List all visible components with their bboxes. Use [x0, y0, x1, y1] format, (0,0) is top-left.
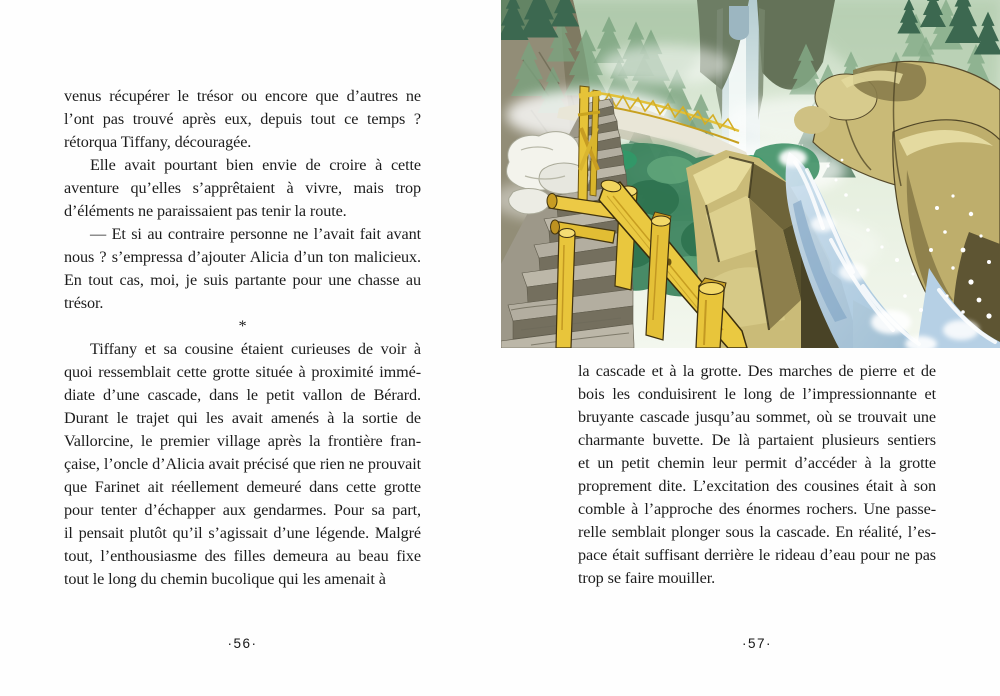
- text-line: quoi ressemblait cette grotte située à proximité immé-: [64, 363, 421, 381]
- text-line: diate d’une cascade, dans le petit vallon de Bérard.: [64, 386, 421, 404]
- text-line: comble à l’approche des énormes rochers. Une passe-: [578, 500, 936, 518]
- text-line: d’éléments ne paraissaient pas tenir la route.: [64, 202, 347, 220]
- text-line: rétorqua Tiffany, découragée.: [64, 133, 252, 151]
- illustration-waterfall-staircase: [501, 0, 1000, 348]
- text-line: Durant le trajet qui les avait amenés à la sortie de: [64, 409, 421, 427]
- text-line: Elle avait pourtant bien envie de croire à cette: [90, 156, 421, 174]
- text-line: trop se faire mouiller.: [578, 569, 716, 587]
- text-line: que Farinet ait réellement demeuré dans cette grotte: [64, 478, 421, 496]
- text-line: relle semblait plonger sous la cascade. En réalité, l’es-: [578, 523, 936, 541]
- text-line: il pensait plutôt qu’il s’agissait d’une légende. Malgré: [64, 524, 421, 542]
- text-line: pace était suffisant derrière le rideau d’eau pour ne pas: [578, 546, 936, 564]
- text-line: En tout cas, moi, je suis partante pour une chasse au: [64, 271, 421, 289]
- text-line: çaise, l’oncle d’Alicia avait précisé que rien ne prouvait: [64, 455, 421, 473]
- text-line: aventure qu’elles s’apprêtaient à vivre, mais trop: [64, 179, 421, 197]
- left-text-column: [64, 85, 421, 591]
- text-line: venus récupérer le trésor ou encore que d’autres ne: [64, 87, 421, 105]
- right-text-column: [578, 360, 936, 590]
- text-line: tout le long du chemin bucolique qui les amenait à: [64, 570, 386, 588]
- text-line: Vallorcine, le premier village après la frontière fran-: [64, 432, 421, 450]
- text-line: bois les conduisirent le long de l’impressionnante et: [578, 385, 936, 403]
- text-line: l’ont pas trouvé après eux, depuis tout ce temps ?: [64, 110, 421, 128]
- text-line: et un petit chemin leur permit d’accéder à la grotte: [578, 454, 936, 472]
- section-separator: *: [238, 317, 247, 335]
- text-line: Tiffany et sa cousine étaient curieuses de voir à: [90, 340, 421, 358]
- text-line: proprement dite. L’excitation des cousines était à son: [578, 477, 936, 495]
- text-line: nous ? s’empressa d’ajouter Alicia d’un ton malicieux.: [64, 248, 421, 266]
- text-line: — Et si au contraire personne ne l’avait fait avant: [90, 225, 421, 243]
- text-line: trésor.: [64, 294, 104, 312]
- text-line: bruyante cascade jusqu’au sommet, où se trouvait une: [578, 408, 936, 426]
- text-line: charmante buvette. De là partaient plusieurs sentiers: [578, 431, 936, 449]
- text-line: la cascade et à la grotte. Des marches de pierre et de: [578, 362, 936, 380]
- page-number-right: ·57·: [741, 636, 772, 651]
- page-number-left: ·56·: [227, 636, 258, 651]
- text-line: tout, l’enthousiasme des filles demeura au beau fixe: [64, 547, 421, 565]
- text-line: pour tenter d’échapper aux gendarmes. Pour sa part,: [64, 501, 421, 519]
